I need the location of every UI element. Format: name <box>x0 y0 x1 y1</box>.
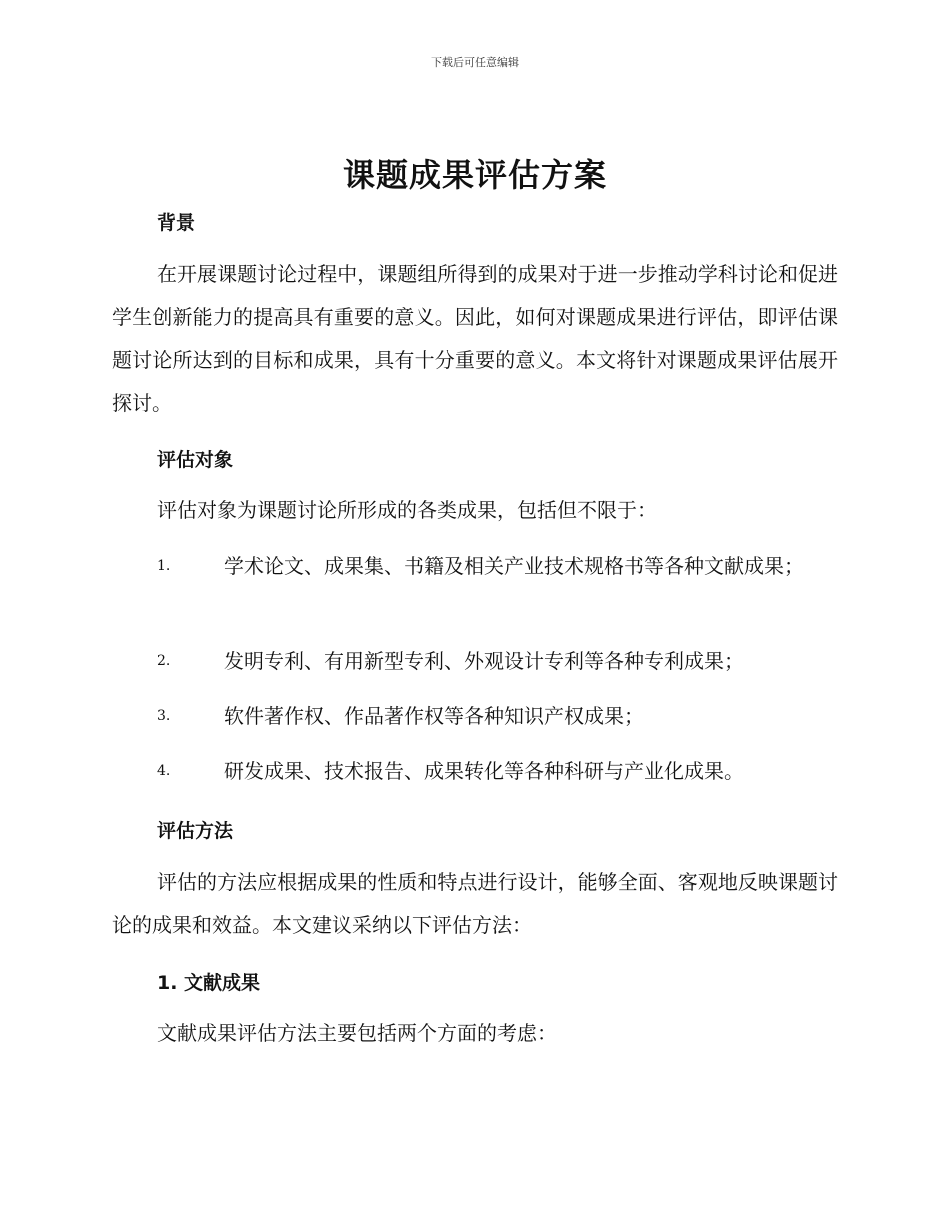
list-item <box>112 750 838 793</box>
paragraph-method: 评估的方法应根据成果的性质和特点进行设计，能够全面、客观地反映课题讨论的成果和效益。本文建议采纳以下评估方法： <box>112 870 838 937</box>
list-item-text: 学术论文、成果集、书籍及相关产业技术规格书等各种文献成果； <box>224 554 804 578</box>
list-item-text: 软件著作权、作品著作权等各种知识产权成果； <box>224 704 644 728</box>
list-item-text: 研发成果、技术报告、成果转化等各种科研与产业化成果。 <box>224 759 744 783</box>
heading-literature: 1. 文献成果 <box>157 972 261 994</box>
heading-background: 背景 <box>157 212 196 234</box>
list-item-number: 2. <box>157 653 171 669</box>
heading-object: 评估对象 <box>157 449 234 471</box>
list-item <box>112 545 838 588</box>
paragraph-background: 在开展课题讨论过程中，课题组所得到的成果对于进一步推动学科讨论和促进学生创新能力的提高具有重要的意义。因此，如何对课题成果进行评估，即评估课题讨论所达到的目标和成果，具有十分重要的意义。本文将针对课题成果评估展开探讨。 <box>112 262 838 415</box>
header-note: 下载后可任意编辑 <box>431 56 519 69</box>
paragraph-object-intro: 评估对象为课题讨论所形成的各类成果，包括但不限于： <box>157 498 657 522</box>
paragraph-literature: 文献成果评估方法主要包括两个方面的考虑： <box>157 1021 557 1045</box>
heading-method: 评估方法 <box>157 820 234 842</box>
list-item <box>112 640 838 683</box>
list-item <box>112 695 838 738</box>
document-title: 课题成果评估方案 <box>342 156 607 194</box>
list-item-number: 1. <box>157 558 171 574</box>
list-item-text: 发明专利、有用新型专利、外观设计专利等各种专利成果； <box>224 649 744 673</box>
list-item-number: 3. <box>157 708 171 724</box>
list-item-number: 4. <box>157 763 171 779</box>
